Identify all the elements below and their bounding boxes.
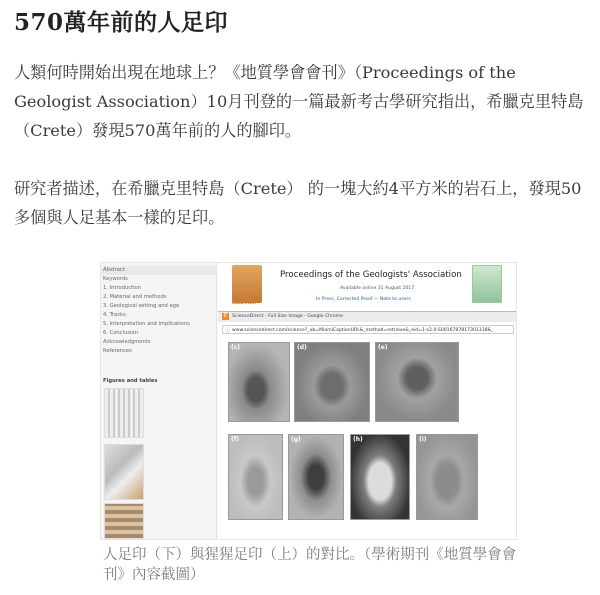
- photo-label: (i): [419, 436, 427, 443]
- photo-label: (d): [297, 344, 307, 351]
- journal-status-link[interactable]: In Press, Corrected Proof — Note to users: [316, 297, 411, 302]
- journal-header: [218, 263, 517, 311]
- photo-label: (e): [378, 344, 388, 351]
- browser-window: [218, 311, 517, 540]
- footprint-photo-i: [416, 434, 478, 520]
- footprint-photo-f: [228, 434, 283, 520]
- journal-available-online: Available online 31 August 2017: [340, 286, 415, 291]
- sidebar-item-keywords[interactable]: Keywords: [103, 276, 128, 282]
- figure-thumbnail[interactable]: [104, 503, 144, 539]
- sidebar-item-material-methods[interactable]: 2. Material and methods: [103, 294, 167, 300]
- journal-title[interactable]: Proceedings of the Geologists' Association: [280, 270, 462, 280]
- sidebar-item-tracks[interactable]: 4. Tracks: [103, 312, 126, 318]
- footprint-photo-g: [288, 434, 344, 520]
- elsevier-logo: [232, 265, 262, 303]
- photo-label: (c): [231, 344, 241, 351]
- elsevier-tab-icon: E: [223, 313, 228, 319]
- sidebar-item-references[interactable]: References: [103, 348, 132, 354]
- sidebar-item-introduction[interactable]: 1. Introduction: [103, 285, 142, 291]
- sidebar-item-geological-setting[interactable]: 3. Geological setting and age: [103, 303, 180, 309]
- footprint-photo-d: [294, 342, 370, 422]
- article-figure-screenshot: [100, 262, 517, 540]
- sidebar-item-interpretation[interactable]: 5. Interpretation and implications: [103, 321, 190, 327]
- article-paragraph-1: 人類何時開始出現在地球上？《地質學會會刊》（Proceedings of the Geologist Association）10月刊登的一篇最新考古學研究指出，希臘克里特島（Crete）發現570萬年前的人的腳印。: [14, 63, 584, 140]
- figure-thumbnail[interactable]: [104, 444, 144, 500]
- photo-label: (h): [353, 436, 363, 443]
- browser-title-bar: [218, 312, 517, 322]
- footprint-photo-h: [350, 434, 410, 520]
- footprint-photo-e: [375, 342, 459, 422]
- article-paragraph-2: 研究者描述，在希臘克里特島（Crete） 的一塊大約4平方米的岩石上，發現50多個與人足基本一樣的足印。: [14, 179, 582, 227]
- browser-window-title: ScienceDirect - Full Size Image - Google Chrome: [232, 314, 343, 319]
- sidebar-item-abstract[interactable]: Abstract: [103, 267, 125, 273]
- figure-thumbnail[interactable]: [104, 388, 144, 438]
- figures-heading: Figures and tables: [103, 378, 158, 384]
- page-title: 570萬年前的人足印: [14, 9, 229, 36]
- footprint-photo-c: [228, 342, 290, 422]
- photo-label: (g): [291, 436, 301, 443]
- url-text: www.sciencedirect.com/science?_ob=MiamiCaptionURL&_method=retrieve&_eid=1-s2.0-S0016787817301318&_: [232, 327, 494, 333]
- page-info-icon[interactable]: ⓘ: [225, 328, 231, 334]
- address-bar[interactable]: [222, 325, 514, 334]
- figure-caption: 人足印（下）與猩猩足印（上）的對比。（學術期刊《地質學會會刊》內容截圖）: [103, 547, 517, 583]
- figure-sidebar: [101, 263, 217, 540]
- publisher-name: ELSEVIER: [232, 301, 256, 306]
- sidebar-item-conclusion[interactable]: 6. Conclusion: [103, 330, 138, 336]
- sidebar-item-acknowledgments[interactable]: Acknowledgments: [103, 339, 151, 345]
- photo-label: (f): [231, 436, 240, 443]
- journal-cover-image: [472, 265, 502, 303]
